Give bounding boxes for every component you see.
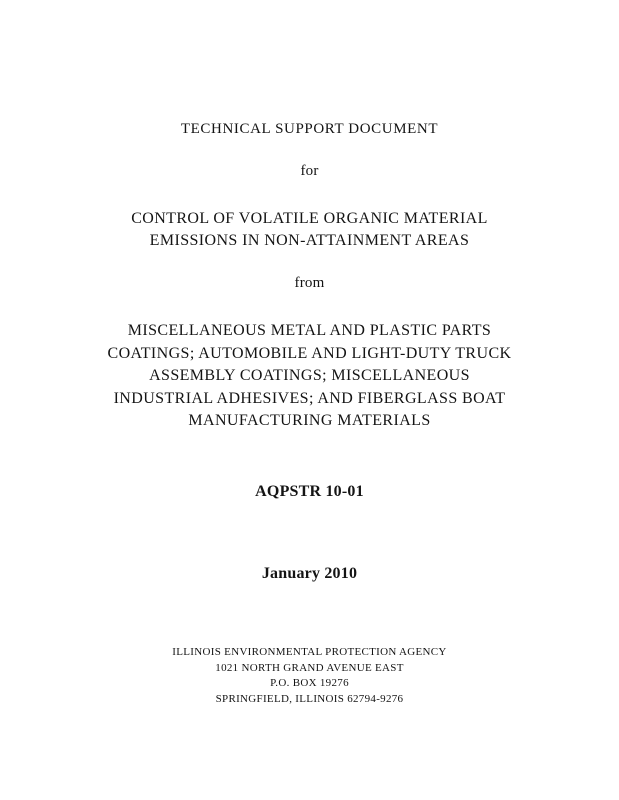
source-line-1: MISCELLANEOUS METAL AND PLASTIC PARTS: [127, 322, 492, 339]
subject-block: [0, 208, 619, 252]
agency-address-block: [0, 645, 619, 707]
report-date: January 2010: [261, 565, 358, 582]
source-line-2: COATINGS; AUTOMOBILE AND LIGHT-DUTY TRUCK: [107, 344, 512, 362]
agency-city: SPRINGFIELD, ILLINOIS 62794-9276: [215, 692, 404, 705]
from-connector-text: from: [294, 275, 325, 291]
source-line-5: MANUFACTURING MATERIALS: [188, 412, 431, 429]
source-line-4: INDUSTRIAL ADHESIVES; AND FIBERGLASS BOAT: [113, 389, 506, 407]
for-connector-text: for: [300, 163, 319, 179]
document-title: TECHNICAL SUPPORT DOCUMENT: [180, 121, 439, 137]
agency-po-box: P.O. BOX 19276: [270, 677, 349, 689]
agency-street: 1021 NORTH GRAND AVENUE EAST: [215, 661, 404, 674]
agency-name: ILLINOIS ENVIRONMENTAL PROTECTION AGENCY: [172, 646, 447, 658]
report-number: AQPSTR 10-01: [255, 483, 364, 500]
source-categories-block: [0, 320, 619, 433]
subject-line-1: CONTROL OF VOLATILE ORGANIC MATERIAL: [131, 210, 488, 227]
subject-line-2: EMISSIONS IN NON-ATTAINMENT AREAS: [149, 232, 470, 249]
source-line-3: ASSEMBLY COATINGS; MISCELLANEOUS: [149, 367, 470, 384]
